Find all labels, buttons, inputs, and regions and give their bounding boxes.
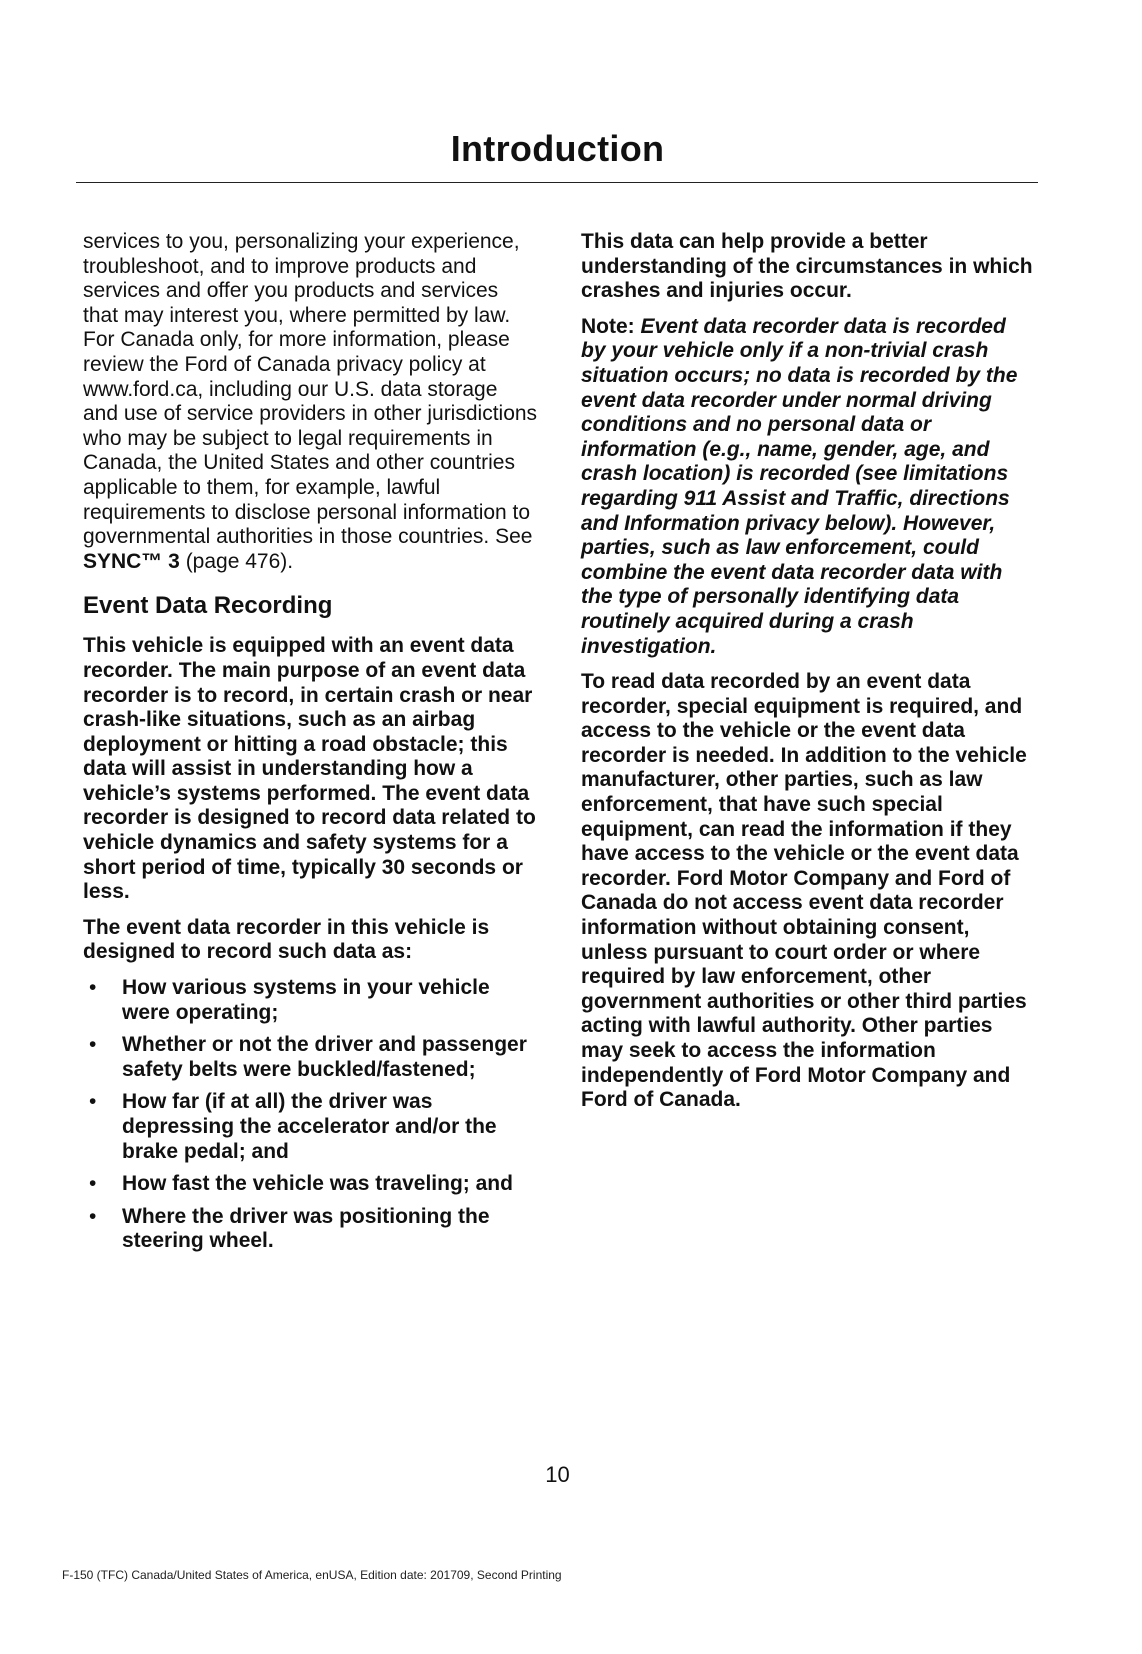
data-purpose-paragraph: This data can help provide a better understanding of the circumstances in which crashes and injuries occur.: [581, 230, 1033, 303]
bullet-icon: •: [89, 1204, 97, 1228]
list-item-text: Whether or not the driver and passenger safety belts were buckled/fastened;: [122, 1033, 527, 1081]
intro-page-reference: (page 476).: [179, 549, 294, 573]
list-item-text: How fast the vehicle was traveling; and: [122, 1172, 513, 1196]
bullet-icon: •: [89, 1033, 97, 1057]
left-column: [83, 230, 538, 1262]
intro-text: services to you, personalizing your experience, troubleshoot, and to improve products and services and offer you products and services that may interest you, where permitted by law. For Canada only, for more information, please review the Ford of Canada privacy policy at www.ford.ca, including our U.S. data storage and use of service providers in other jurisdictions who may be subject to legal requirements in Canada, the United States and other countries applicable to them, for example, lawful requirements to disclose personal information to governmental authorities in those countries. See: [83, 230, 538, 549]
list-item-text: How various systems in your vehicle were operating;: [122, 976, 490, 1024]
page-title: Introduction: [450, 128, 665, 169]
intro-paragraph: [83, 230, 538, 574]
note-text: Event data recorder data is recorded by your vehicle only if a non-trivial crash situation occurs; no data is recorded by the event data recorder under normal driving conditions and no personal data or information (e.g., name, gender, age, and crash location) is recorded (see limitations regarding 911 Assist and Traffic, directions and Information privacy below). However, parties, such as law enforcement, could combine the event data recorder data with the type of personally identifying data routinely acquired during a crash investigation.: [581, 314, 1018, 658]
list-item-text: Where the driver was positioning the steering wheel.: [122, 1204, 490, 1253]
edr-paragraph-2: The event data recorder in this vehicle is designed to record such data as:: [83, 915, 490, 964]
sync3-link[interactable]: SYNC™ 3: [83, 549, 180, 573]
list-item: [83, 1172, 538, 1197]
recorded-data-list: [83, 976, 538, 1254]
bullet-icon: •: [89, 976, 97, 1000]
list-item-text: How far (if at all) the driver was depressing the accelerator and/or the brake pedal; and: [122, 1090, 497, 1163]
bullet-icon: •: [89, 1090, 97, 1114]
bullet-icon: •: [89, 1172, 97, 1196]
right-column: [581, 230, 1036, 1124]
footer-edition-info: F-150 (TFC) Canada/United States of America, enUSA, Edition date: 201709, Second Printing: [62, 1568, 562, 1582]
list-item: [83, 1205, 538, 1254]
title-divider: [76, 182, 1038, 183]
note-label: Note:: [581, 314, 635, 338]
page-number: 10: [545, 1462, 570, 1487]
note-paragraph: [581, 315, 1036, 659]
list-item: [83, 1090, 538, 1164]
list-item: [83, 976, 538, 1025]
edr-paragraph-1: This vehicle is equipped with an event data recorder. The main purpose of an event data recorder is to record, in certain crash or near crash-like situations, such as an airbag deployment or hitting a road obstacle; this data will assist in understanding how a vehicle’s systems performed. The event data recorder is designed to record data related to vehicle dynamics and safety systems for a short period of time, typically 30 seconds or less.: [83, 634, 536, 904]
list-item: [83, 1033, 538, 1082]
data-access-paragraph: To read data recorded by an event data recorder, special equipment is required, and access to the vehicle or the event data recorder is needed. In addition to the vehicle manufacturer, other parties, such as law enforcement, that have such special equipment, can read the information if they have access to the vehicle or the event data recorder. Ford Motor Company and Ford of Canada do not access event data recorder information without obtaining consent, unless pursuant to court order or where required by law enforcement, other government authorities or other third parties acting with lawful authority. Other parties may seek to access the information independently of Ford Motor Company and Ford of Canada.: [581, 670, 1027, 1112]
section-heading: Event Data Recording: [83, 592, 333, 620]
